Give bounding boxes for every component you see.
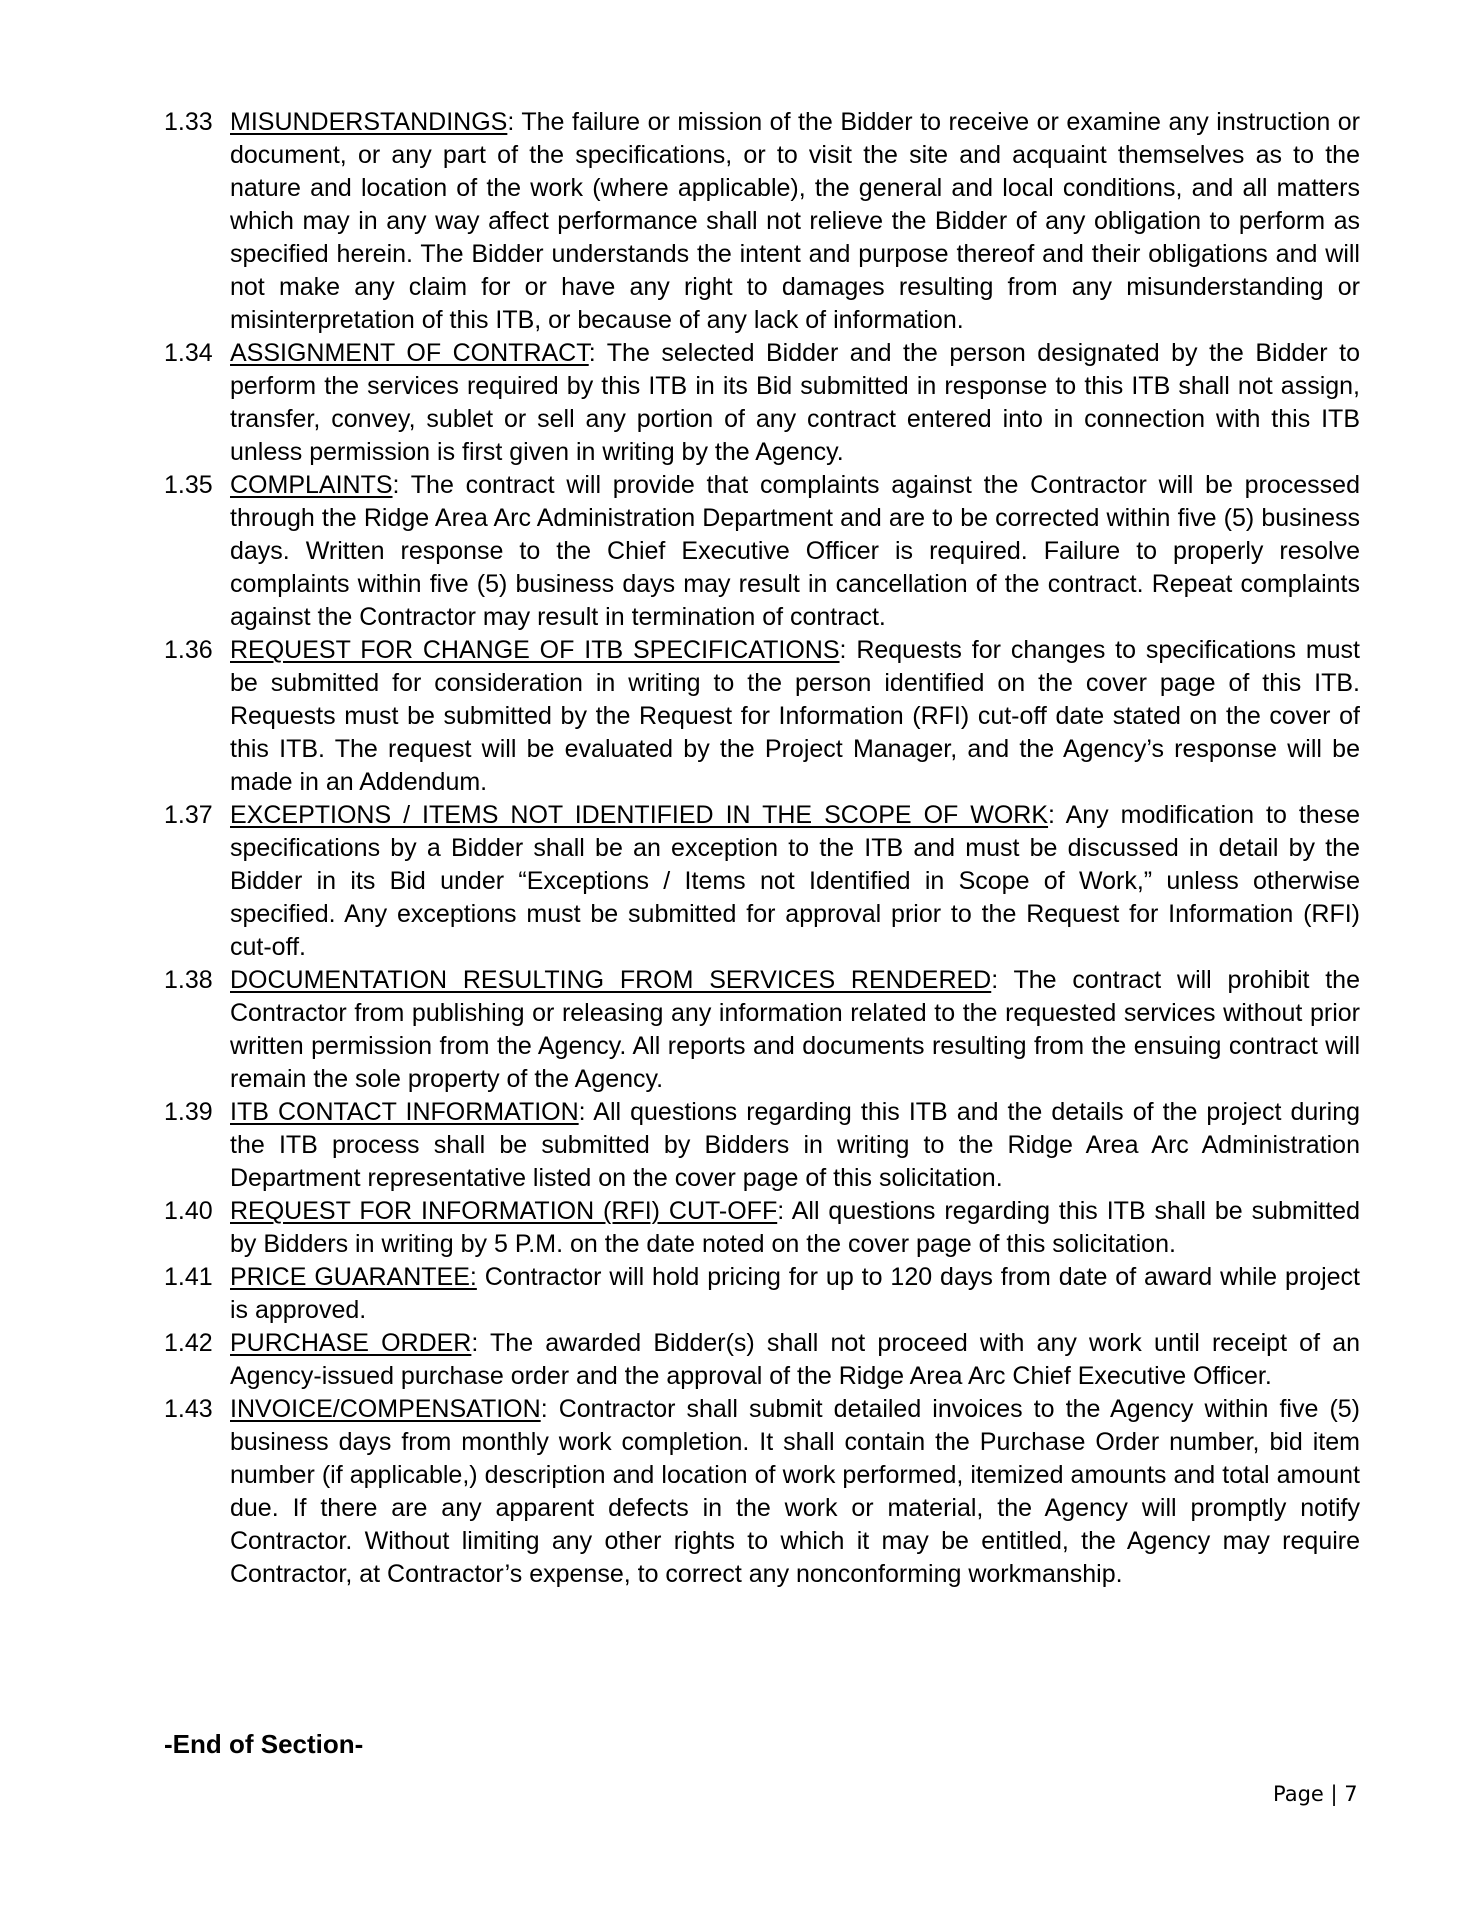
clause-number: 1.39 — [164, 1098, 213, 1126]
clause-1-37 — [164, 799, 1360, 964]
clause-body: Requests for changes to specifications must be submitted for consideration in writing to the person identified on the cover page of this ITB. Requests must be submitted by the Request for Information (RFI) cut-off date stated on the cover of this ITB. The request will be evaluated by the Project Manager, and the Agency’s response will be made in an Addendum. — [230, 636, 1360, 796]
clause-body: Any modification to these specifications by a Bidder shall be an exception to the ITB and must be discussed in detail by the Bidder in its Bid under “Exceptions / Items not Identified in Scope of Work,” unless otherwise specified. Any exceptions must be submitted for approval prior to the Request for Information (RFI) cut-off. — [230, 801, 1360, 961]
clause-title: REQUEST FOR INFORMATION (RFI) CUT-OFF — [230, 1197, 778, 1225]
end-of-section-marker: -End of Section- — [164, 1729, 364, 1759]
clause-number: 1.33 — [164, 108, 213, 136]
clause-separator: : — [507, 108, 515, 136]
clause-body: The selected Bidder and the person designated by the Bidder to perform the services required by this ITB in its Bid submitted in response to this ITB shall not assign, transfer, convey, sublet or sell any portion of any contract entered into in connection with this ITB unless permission is first given in writing by the Agency. — [230, 339, 1361, 466]
clause-1-34 — [164, 337, 1360, 469]
page-footer — [1273, 1780, 1358, 1808]
clause-number: 1.40 — [164, 1197, 213, 1225]
clause-separator: : — [777, 1197, 785, 1225]
clause-number: 1.38 — [164, 966, 213, 994]
clause-1-43 — [164, 1393, 1360, 1591]
clause-1-41 — [164, 1261, 1360, 1327]
clause-separator: : — [588, 339, 596, 367]
clause-separator: : — [540, 1395, 548, 1423]
clause-body: The awarded Bidder(s) shall not proceed with any work until receipt of an Agency-issued purchase order and the approval of the Ridge Area Arc Chief Executive Officer. — [230, 1329, 1360, 1390]
clause-number: 1.41 — [164, 1263, 213, 1291]
clause-1-40 — [164, 1195, 1360, 1261]
clause-1-38 — [164, 964, 1360, 1096]
clause-1-36 — [164, 634, 1360, 799]
clause-separator: : — [392, 471, 400, 499]
clause-title: INVOICE/COMPENSATION — [230, 1395, 541, 1423]
clause-title: REQUEST FOR CHANGE OF ITB SPECIFICATIONS — [230, 636, 840, 664]
clause-body: The contract will prohibit the Contractor from publishing or releasing any information related to the requested services without prior written permission from the Agency. All reports and documents resulting from the ensuing contract will remain the sole property of the Agency. — [230, 966, 1360, 1093]
clause-number: 1.34 — [164, 339, 213, 367]
clause-1-33 — [164, 106, 1360, 337]
clause-body: Contractor will hold pricing for up to 120 days from date of award while project is approved. — [230, 1263, 1361, 1324]
clause-title: MISUNDERSTANDINGS — [230, 108, 508, 136]
clause-title: EXCEPTIONS / ITEMS NOT IDENTIFIED IN THE SCOPE OF WORK — [230, 801, 1049, 829]
clause-1-35 — [164, 469, 1360, 634]
clause-separator: : — [1048, 801, 1055, 829]
clause-number: 1.43 — [164, 1395, 213, 1423]
clause-1-39 — [164, 1096, 1360, 1195]
clause-body: The contract will provide that complaints against the Contractor will be processed through the Ridge Area Arc Administration Department and are to be corrected within five (5) business days. Written response to the Chief Executive Officer is required. Failure to properly resolve complaints within five (5) business days may result in cancellation of the contract. Repeat complaints against the Contractor may result in termination of contract. — [230, 471, 1360, 631]
clause-title: PURCHASE ORDER — [230, 1329, 472, 1357]
clause-title: COMPLAINTS — [230, 471, 393, 499]
page-label: Page — [1273, 1782, 1324, 1806]
clause-1-42 — [164, 1327, 1360, 1393]
clause-separator: : — [471, 1329, 479, 1357]
clause-number: 1.36 — [164, 636, 213, 664]
clause-number: 1.37 — [164, 801, 213, 829]
clause-body: All questions regarding this ITB shall be submitted by Bidders in writing by 5 P.M. on the date noted on the cover page of this solicitation. — [230, 1197, 1360, 1258]
clause-title: ASSIGNMENT OF CONTRACT — [230, 339, 589, 367]
page-number: 7 — [1344, 1782, 1358, 1806]
clause-body: All questions regarding this ITB and the details of the project during the ITB process shall be submitted by Bidders in writing to the Ridge Area Arc Administration Department representative listed on the cover page of this solicitation. — [230, 1098, 1360, 1192]
clause-body: Contractor shall submit detailed invoices to the Agency within five (5) business days from monthly work completion. It shall contain the Purchase Order number, bid item number (if applicable,) description and location of work performed, itemized amounts and total amount due. If there are any apparent defects in the work or material, the Agency will promptly notify Contractor. Without limiting any other rights to which it may be entitled, the Agency may require Contractor, at Contractor’s expense, to correct any nonconforming workmanship. — [230, 1395, 1360, 1588]
clause-number: 1.35 — [164, 471, 213, 499]
clause-body: The failure or mission of the Bidder to receive or examine any instruction or document, or any part of the specifications, or to visit the site and acquaint themselves as to the nature and location of the work (where applicable), the general and local conditions, and all matters which may in any way affect performance shall not relieve the Bidder of any obligation to perform as specified herein. The Bidder understands the intent and purpose thereof and their obligations and will not make any claim for or have any right to damages resulting from any misunderstanding or misinterpretation of this ITB, or because of any lack of information. — [230, 108, 1360, 334]
clause-separator: : — [991, 966, 999, 994]
clause-title: PRICE GUARANTEE: — [230, 1263, 477, 1291]
clause-title: DOCUMENTATION RESULTING FROM SERVICES RENDERED — [230, 966, 992, 994]
clause-separator: : — [839, 636, 847, 664]
clause-list — [164, 106, 1360, 1591]
clause-separator: : — [578, 1098, 586, 1126]
page-divider: | — [1330, 1782, 1338, 1806]
clause-number: 1.42 — [164, 1329, 213, 1357]
clause-title: ITB CONTACT INFORMATION — [230, 1098, 579, 1126]
